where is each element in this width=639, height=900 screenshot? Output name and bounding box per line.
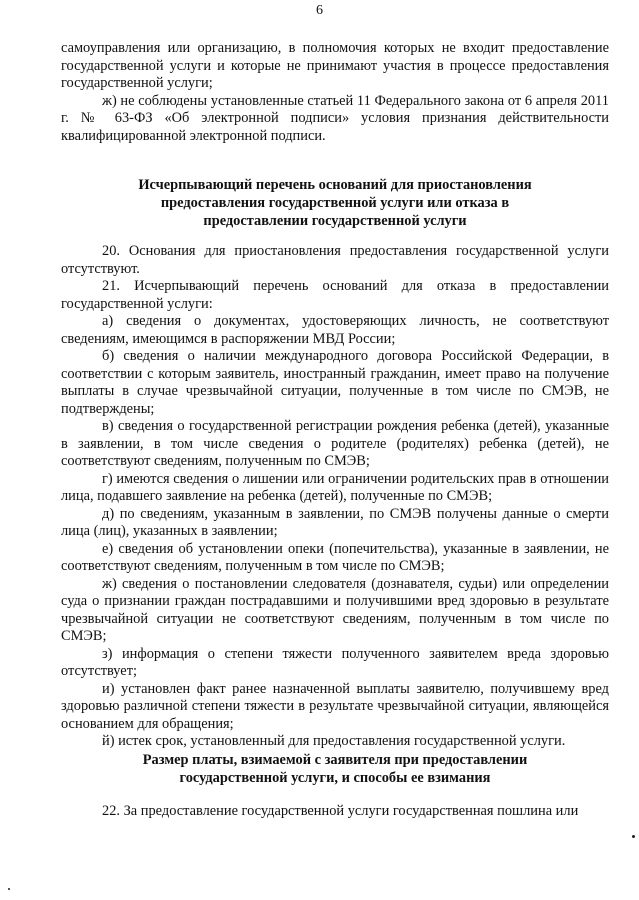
heading-line: предоставлении государственной услуги [203, 213, 467, 229]
scan-speck [632, 835, 635, 838]
list-item-i: и) установлен факт ранее назначенной выплаты заявителю, получившему вред здоровью различной степени тяжести в результате чрезвычайной ситуации, являющейся основанием для обращения; [61, 680, 609, 732]
list-item-g: г) имеются сведения о лишении или ограничении родительских прав в отношении лица, подавшего заявление на ребенка (детей), полученные по СМЭВ; [61, 470, 609, 504]
paragraph: ж) не соблюдены установленные статьей 11 Федерального закона от 6 апреля 2011 г. № 63-ФЗ «Об электронной подписи» условия признания действительности квалифицированной электронной подписи. [61, 92, 609, 144]
list-item-d: д) по сведениям, указанным в заявлении, по СМЭВ получены данные о смерти лица (лиц), указанных в заявлении; [61, 505, 609, 539]
list-item-z: з) информация о степени тяжести полученного заявителем вреда здоровью отсутствует; [61, 645, 609, 679]
heading-line: предоставления государственной услуги или отказа в [160, 195, 510, 211]
list-item-y: й) истек срок, установленный для предоставления государственной услуги. [102, 733, 566, 749]
page-number: 6 [316, 3, 323, 18]
paragraph: 21. Исчерпывающий перечень оснований для отказа в предоставлении государственной услуги: [61, 278, 609, 312]
section-heading-fee [61, 751, 609, 787]
paragraph: 22. За предоставление государственной услуги государственная пошлина или [102, 803, 579, 819]
paragraph: самоуправления или организацию, в полномочия которых не входит предоставление государственной услуги и которые не принимают участия в процессе предоставления государственной услуги; [61, 40, 609, 91]
list-item-b: б) сведения о наличии международного договора Российской Федерации, в соответствии с которым заявитель, иностранный гражданин, имеет право на получение выплаты в случае чрезвычайной ситуации, полученные в том числе по СМЭВ, не подтверждены; [61, 348, 609, 417]
paragraph: 20. Основания для приостановления предоставления государственной услуги отсутствуют. [61, 243, 609, 277]
heading-line: Исчерпывающий перечень оснований для приостановления [138, 177, 532, 193]
list-item-a: а) сведения о документах, удостоверяющих личность, не соответствуют сведениям, имеющимся в распоряжении МВД России; [61, 313, 609, 347]
list-item-e: е) сведения об установлении опеки (попечительства), указанные в заявлении, не соответствуют сведениям, полученным в том числе по СМЭВ; [61, 540, 609, 574]
grounds-text-block [61, 243, 609, 751]
top-text-block [61, 40, 609, 145]
list-item-v: в) сведения о государственной регистрации рождения ребенка (детей), указанные в заявлении, в том числе сведения о родителе (родителях) ребенка (детей), не соответствуют сведениям, полученным по СМЭВ; [61, 418, 609, 469]
list-item-zh: ж) сведения о постановлении следователя (дознавателя, судьи) или определении суда о признании граждан пострадавшими и получившими вред здоровью в результате чрезвычайной ситуации не соответствуют сведениям, полученным в том числе по СМЭВ; [61, 575, 609, 644]
fee-text-block [61, 803, 609, 821]
heading-line: Размер платы, взимаемой с заявителя при предоставлении [142, 752, 528, 768]
section-heading-grounds [61, 176, 609, 230]
scan-speck [8, 888, 10, 890]
heading-line: государственной услуги, и способы ее взимания [179, 770, 491, 786]
